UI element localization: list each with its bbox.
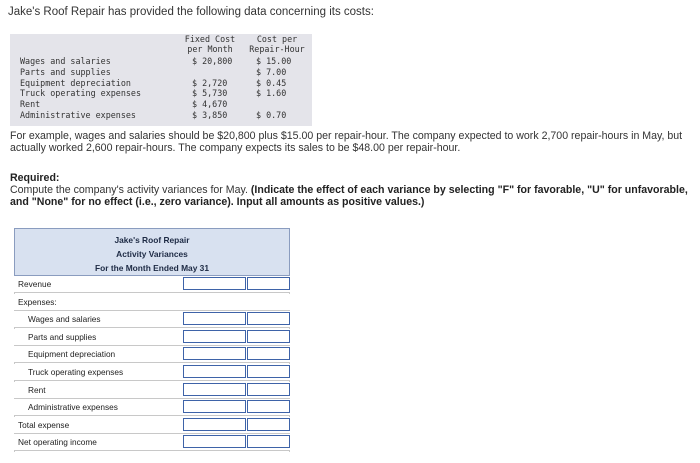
cost-row-name: Equipment depreciation [20, 77, 131, 88]
cost-row-variable: $ 0.45 [256, 77, 287, 88]
cost-row [20, 67, 312, 77]
cost-row-fixed: $ 20,800 [192, 56, 233, 66]
variance-amount-input[interactable] [183, 435, 246, 448]
cost-row [20, 56, 312, 66]
worksheet-row [14, 311, 290, 328]
worksheet-row [14, 294, 290, 311]
required-instruction: (Indicate the effect of each variance by selecting "F" for favorable, "U" for unfavorable, and "None" for no effect (i.e., zero variance). Input all amounts as positive values.) [10, 184, 688, 208]
var-header-line1: Cost per [256, 34, 298, 44]
worksheet-row-label: Truck operating expenses [28, 367, 124, 377]
variance-amount-input[interactable] [183, 365, 246, 378]
fixed-cost-header [178, 34, 242, 54]
variance-amount-input[interactable] [183, 347, 246, 360]
worksheet-row-label: Rent [28, 384, 46, 395]
worksheet-row [14, 276, 290, 293]
variance-amount-input[interactable] [183, 418, 246, 431]
fixed-header-line1: Fixed Cost [184, 34, 236, 44]
cost-row [20, 99, 312, 109]
variance-amount-input[interactable] [183, 277, 246, 290]
cost-row-name: Administrative expenses [20, 110, 136, 120]
required-text [10, 184, 698, 208]
cost-row-name: Truck operating expenses [20, 88, 142, 99]
worksheet-row [14, 346, 290, 363]
cost-data-table [10, 34, 312, 126]
fixed-header-line2: per Month [187, 44, 233, 54]
cost-row-variable: $ 7.00 [256, 66, 287, 77]
variance-effect-select[interactable] [247, 383, 290, 396]
variance-amount-input[interactable] [183, 312, 246, 325]
cost-row-name: Wages and salaries [20, 56, 111, 66]
cost-row [20, 110, 312, 120]
worksheet-row [14, 434, 290, 451]
cost-row-fixed: $ 4,670 [192, 99, 228, 110]
variance-effect-select[interactable] [247, 347, 290, 360]
worksheet-row [14, 329, 290, 346]
worksheet-row [14, 364, 290, 381]
required-title: Required: [10, 172, 60, 184]
worksheet-row-label: Parts and supplies [28, 331, 97, 342]
worksheet-row [14, 382, 290, 399]
worksheet-row [14, 417, 290, 434]
variance-effect-select[interactable] [247, 330, 290, 343]
worksheet-row-label: Expenses: [18, 296, 57, 307]
variance-effect-select[interactable] [247, 435, 290, 448]
cost-row-name: Rent [20, 99, 41, 110]
intro-text: Jake's Roof Repair has provided the following data concerning its costs: [8, 6, 374, 18]
cost-row-fixed: $ 5,730 [192, 88, 228, 99]
variance-effect-select[interactable] [247, 277, 290, 290]
activity-variance-worksheet [14, 228, 290, 452]
example-paragraph: For example, wages and salaries should be $20,800 plus $15.00 per repair-hour. The company expected to work 2,700 repair-hours in May, but actually worked 2,600 repair-hours. The company expects its sales to be $48.00 per repair-hour. [10, 130, 683, 154]
variance-amount-input[interactable] [183, 400, 246, 413]
cost-row [20, 88, 312, 98]
cost-row [20, 78, 312, 88]
cost-row-fixed: $ 2,720 [192, 77, 228, 88]
variance-amount-input[interactable] [183, 330, 246, 343]
worksheet-row-label: Net operating income [18, 437, 97, 448]
worksheet-company: Jake's Roof Repair [114, 235, 190, 245]
variable-cost-header [242, 34, 312, 54]
worksheet-title: Activity Variances [116, 249, 188, 259]
cost-row-variable: $ 1.60 [256, 88, 287, 99]
worksheet-row [14, 399, 290, 416]
worksheet-row-label: Total expense [18, 419, 70, 430]
variance-amount-input[interactable] [183, 383, 246, 396]
var-header-line2: Repair-Hour [249, 44, 305, 54]
worksheet-row-label: Revenue [18, 279, 52, 289]
required-task: Compute the company's activity variances for May. [10, 184, 248, 196]
worksheet-period: For the Month Ended May 31 [95, 263, 209, 273]
worksheet-row-label: Wages and salaries [28, 314, 101, 325]
variance-effect-select[interactable] [247, 418, 290, 431]
worksheet-row-label: Administrative expenses [28, 402, 118, 413]
worksheet-header [14, 228, 290, 276]
cost-row-variable: $ 0.70 [256, 110, 287, 120]
variance-effect-select[interactable] [247, 312, 290, 325]
cost-row-variable: $ 15.00 [256, 56, 292, 66]
worksheet-row-label: Equipment depreciation [28, 349, 116, 360]
variance-effect-select[interactable] [247, 400, 290, 413]
cost-row-name: Parts and supplies [20, 66, 111, 77]
variance-effect-select[interactable] [247, 365, 290, 378]
cost-row-fixed: $ 3,850 [192, 110, 228, 120]
